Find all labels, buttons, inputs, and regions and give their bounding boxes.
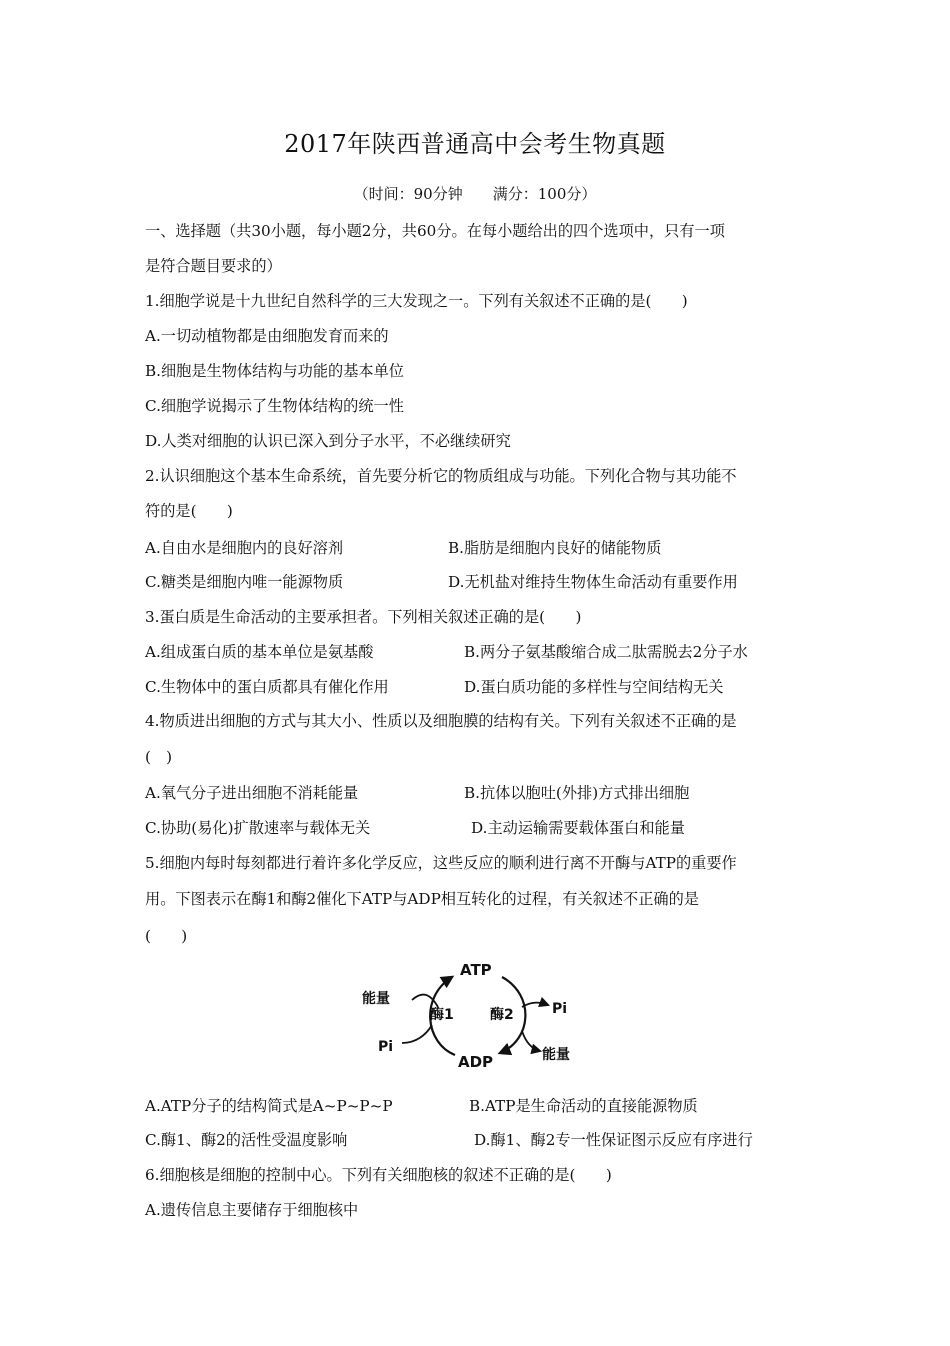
atp-adp-cycle-diagram (350, 955, 600, 1075)
q2-option-d: D.无机盐对维持生物体生命活动有重要作用 (448, 573, 738, 591)
energy-output-arrow (522, 1031, 540, 1051)
q4-option-b: B.抗体以胞吐(外排)方式排出细胞 (464, 784, 690, 802)
q5-option-d: D.酶1、酶2专一性保证图示反应有序进行 (474, 1131, 753, 1149)
q2-option-b: B.脂肪是细胞内良好的储能物质 (448, 539, 662, 557)
q1-option-c: C.细胞学说揭示了生物体结构的统一性 (145, 397, 404, 415)
q1-stem: 1.细胞学说是十九世纪自然科学的三大发现之一。下列有关叙述不正确的是( ) (145, 292, 688, 310)
q4-stem-line2: ( ) (145, 748, 173, 766)
q5-option-b: B.ATP是生命活动的直接能源物质 (469, 1097, 698, 1115)
q4-option-c: C.协助(易化)扩散速率与载体无关 (145, 819, 371, 837)
q4-stem-line1: 4.物质进出细胞的方式与其大小、性质以及细胞膜的结构有关。下列有关叙述不正确的是 (145, 712, 737, 730)
pi-left-label: Pi (378, 1039, 394, 1055)
q2-option-a: A.自由水是细胞内的良好溶剂 (145, 539, 344, 557)
section-heading-line2: 是符合题目要求的） (145, 257, 282, 275)
q1-option-b: B.细胞是生物体结构与功能的基本单位 (145, 362, 404, 380)
q6-option-a: A.遗传信息主要储存于细胞核中 (145, 1201, 359, 1219)
q2-stem-line2: 符的是( ) (145, 502, 233, 520)
q5-option-a: A.ATP分子的结构简式是A~P~P~P (145, 1097, 393, 1115)
pi-right-label: Pi (552, 1001, 568, 1017)
adp-label: ADP (458, 1053, 494, 1071)
page-title: 2017年陕西普通高中会考生物真题 (284, 130, 666, 158)
q5-stem-line1: 5.细胞内每时每刻都进行着许多化学反应，这些反应的顺利进行离不开酶与ATP的重要作 (145, 854, 737, 872)
q3-option-b: B.两分子氨基酸缩合成二肽需脱去2分子水 (464, 643, 748, 661)
enzyme1-label: 酶1 (430, 1007, 454, 1023)
exam-info: （时间：90分钟 满分：100分） (353, 185, 597, 203)
q5-stem-line3: ( ) (145, 927, 188, 945)
q3-option-c: C.生物体中的蛋白质都具有催化作用 (145, 678, 389, 696)
atp-label: ATP (460, 961, 492, 979)
enzyme2-label: 酶2 (490, 1007, 514, 1023)
q3-option-a: A.组成蛋白质的基本单位是氨基酸 (145, 643, 374, 661)
energy-left-label: 能量 (362, 991, 390, 1007)
q2-stem-line1: 2.认识细胞这个基本生命系统，首先要分析它的物质组成与功能。下列化合物与其功能不 (145, 467, 737, 485)
q3-stem: 3.蛋白质是生命活动的主要承担者。下列相关叙述正确的是( ) (145, 608, 582, 626)
q5-option-c: C.酶1、酶2的活性受温度影响 (145, 1131, 348, 1149)
q4-option-d: D.主动运输需要载体蛋白和能量 (471, 819, 685, 837)
pi-input-arrow (402, 1025, 432, 1043)
q1-option-a: A.一切动植物都是由细胞发育而来的 (145, 327, 389, 345)
q3-option-d: D.蛋白质功能的多样性与空间结构无关 (464, 678, 724, 696)
q5-stem-line2: 用。下图表示在酶1和酶2催化下ATP与ADP相互转化的过程，有关叙述不正确的是 (145, 890, 699, 908)
energy-right-label: 能量 (542, 1047, 570, 1063)
q6-stem: 6.细胞核是细胞的控制中心。下列有关细胞核的叙述不正确的是( ) (145, 1166, 612, 1184)
pi-output-arrow (522, 1003, 548, 1007)
q2-option-c: C.糖类是细胞内唯一能源物质 (145, 573, 344, 591)
q4-option-a: A.氧气分子进出细胞不消耗能量 (145, 784, 359, 802)
q1-option-d: D.人类对细胞的认识已深入到分子水平，不必继续研究 (145, 432, 511, 450)
section-heading-line1: 一、选择题（共30小题，每小题2分，共60分。在每小题给出的四个选项中，只有一项 (145, 222, 725, 240)
